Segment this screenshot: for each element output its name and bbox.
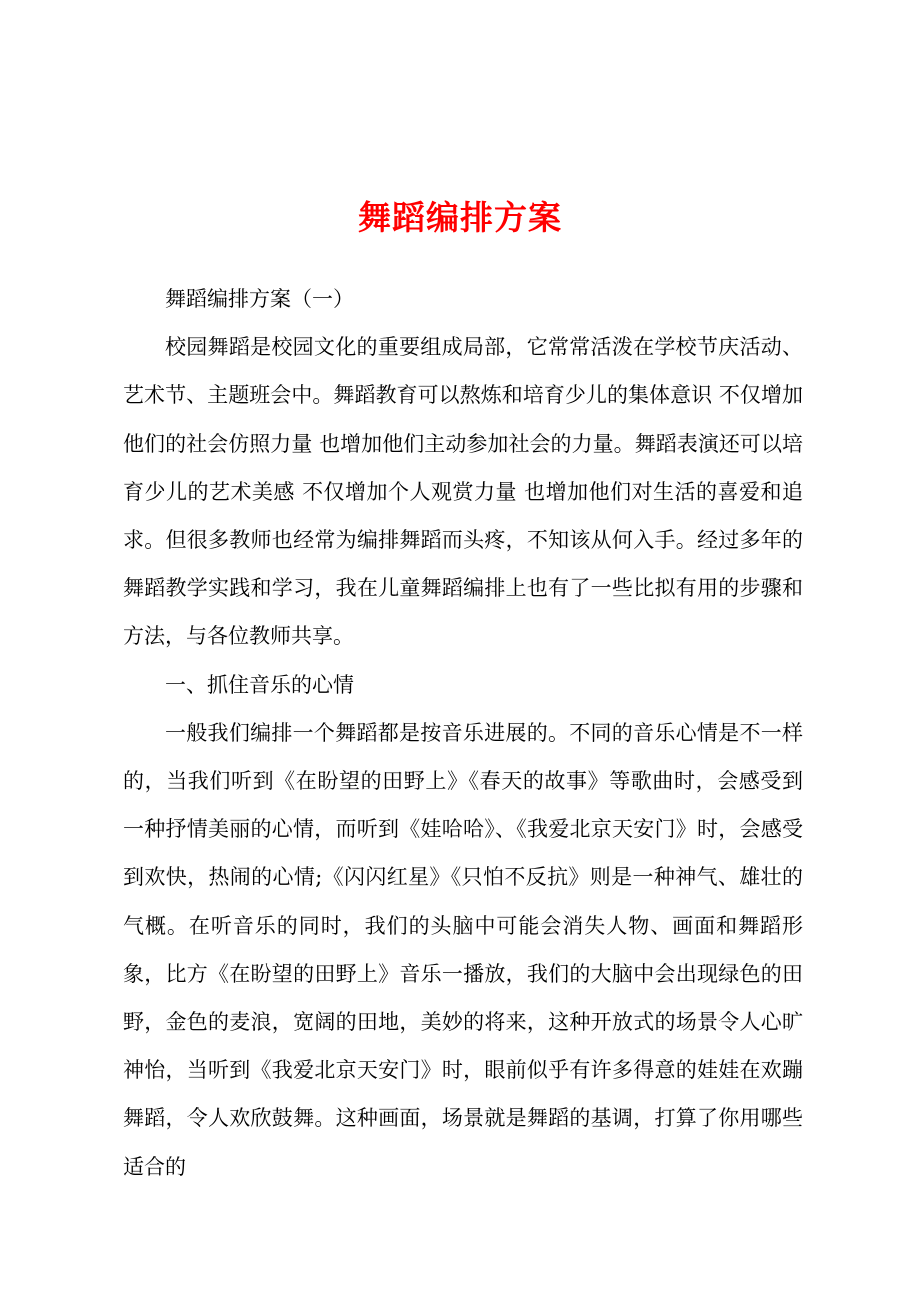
document-subtitle: 舞蹈编排方案（一） (165, 287, 354, 311)
section-paragraph: 一般我们编排一个舞蹈都是按音乐进展的。不同的音乐心情是不一样的，当我们听到《在盼望的田野上》《春天的故事》等歌曲时，会感受到一种抒情美丽的心情，而听到《娃哈哈》、《我爱北京天安门》时，会感受到欢快，热闹的心情;《闪闪红星》《只怕不反抗》则是一种神气、雄壮的气概。在听音乐的同时，我们的头脑中可能会消失人物、画面和舞蹈形象，比方《在盼望的田野上》音乐一播放，我们的大脑中会出现绿色的田野，金色的麦浪，宽阔的田地，美妙的将来，这种开放式的场景令人心旷神怡，当听到《我爱北京天安门》时，眼前似乎有许多得意的娃娃在欢蹦舞蹈，令人欢欣鼓舞。这种画面，场景就是舞蹈的基调，打算了你用哪些适合的 (123, 720, 803, 1179)
section-heading: 一、抓住音乐的心情 (165, 672, 354, 697)
intro-paragraph: 校园舞蹈是校园文化的重要组成局部，它常常活泼在学校节庆活动、艺术节、主题班会中。舞蹈教育可以熬炼和培育少儿的集体意识 不仅增加他们的社会仿照力量 也增加他们主动参加社会的力量。舞蹈表演还可以培育少儿的艺术美感 不仅增加个人观赏力量 也增加他们对生活的喜爱和追求。但很多教师也经常为编排舞蹈而头疼，不知该从何入手。经过多年的舞蹈教学实践和学习，我在儿童舞蹈编排上也有了一些比拟有用的步骤和方法，与各位教师共享。 (123, 335, 803, 649)
document-title: 舞蹈编排方案 (358, 198, 562, 237)
document-body (123, 275, 803, 1191)
